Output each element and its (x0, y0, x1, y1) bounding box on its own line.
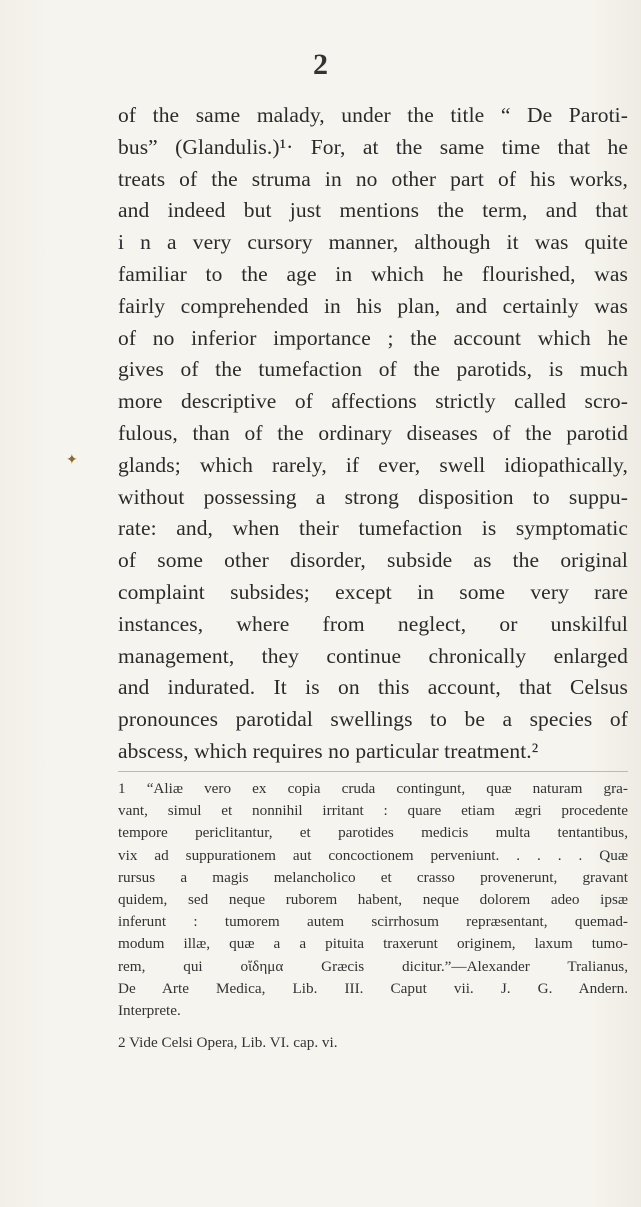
footnote-line: inferunt : tumorem autem scirrhosum repræsentant, quemad- (118, 913, 628, 931)
body-line: of some other disorder, subside as the original (118, 548, 628, 573)
footnote-line: Interprete. (118, 1001, 181, 1019)
footnote-line: vant, simul et nonnihil irritant : quare etiam ægri procedente (118, 802, 628, 820)
body-line: management, they continue chronically enlarged (118, 643, 628, 668)
page-number: 2 (313, 48, 328, 81)
body-line: without possessing a strong disposition to suppu- (118, 484, 628, 509)
footnote-1 (118, 778, 628, 1022)
body-line: and indurated. It is on this account, that Celsus (118, 675, 628, 700)
footnotes (118, 778, 628, 1054)
footnote-line: tempore periclitantur, et parotides medicis multa tentantibus, (118, 824, 628, 842)
footnote-divider (118, 771, 628, 772)
body-line: more descriptive of affections strictly called scro- (118, 389, 628, 414)
footnote-line: quidem, sed neque ruborem habent, neque dolorem adeo ipsæ (118, 890, 628, 908)
body-line: complaint subsides; except in some very rare (118, 579, 628, 604)
footnote-line: 1 “Aliæ vero ex copia cruda contingunt, quæ naturam gra- (118, 780, 628, 797)
footnote-line: vix ad suppurationem aut concoctionem perveniunt. . . . . Quæ (118, 846, 628, 864)
body-line: and indeed but just mentions the term, and that (118, 198, 628, 223)
footnote-spacer (118, 1022, 628, 1032)
footnote-line: De Arte Medica, Lib. III. Caput vii. J. G. Andern. (118, 979, 628, 997)
footnote-line: rem, qui οἴδημα Græcis dicitur.”—Alexander Tralianus, (118, 957, 628, 975)
margin-ink-mark: ✦ (66, 453, 78, 468)
body-line: rate: and, when their tumefaction is symptomatic (118, 516, 628, 541)
body-line: fulous, than of the ordinary diseases of the parotid (118, 420, 628, 445)
footnote-2: 2 Vide Celsi Opera, Lib. VI. cap. vi. (118, 1034, 338, 1052)
body-line: i n a very cursory manner, although it was quite (118, 230, 628, 255)
body-line: familiar to the age in which he flourished, was (118, 261, 628, 286)
body-line: bus” (Glandulis.)¹· For, at the same time that he (118, 134, 628, 159)
body-line: fairly comprehended in his plan, and certainly was (118, 293, 628, 318)
body-line: treats of the struma in no other part of his works, (118, 166, 628, 191)
body-line: abscess, which requires no particular treatment.² (118, 738, 539, 763)
body-line: of no inferior importance ; the account which he (118, 325, 628, 350)
footnote-line: rursus a magis melancholico et crasso provenerunt, gravant (118, 868, 628, 886)
body-text (118, 100, 628, 768)
body-line: of the same malady, under the title “ De Paroti- (118, 103, 628, 127)
body-line: gives of the tumefaction of the parotids, is much (118, 357, 628, 382)
footnote-line: modum illæ, quæ a a pituita traxerunt originem, laxum tumo- (118, 935, 628, 953)
body-line: glands; which rarely, if ever, swell idiopathically, (118, 452, 628, 477)
body-line: pronounces parotidal swellings to be a species of (118, 707, 628, 732)
body-line: instances, where from neglect, or unskilful (118, 611, 628, 636)
